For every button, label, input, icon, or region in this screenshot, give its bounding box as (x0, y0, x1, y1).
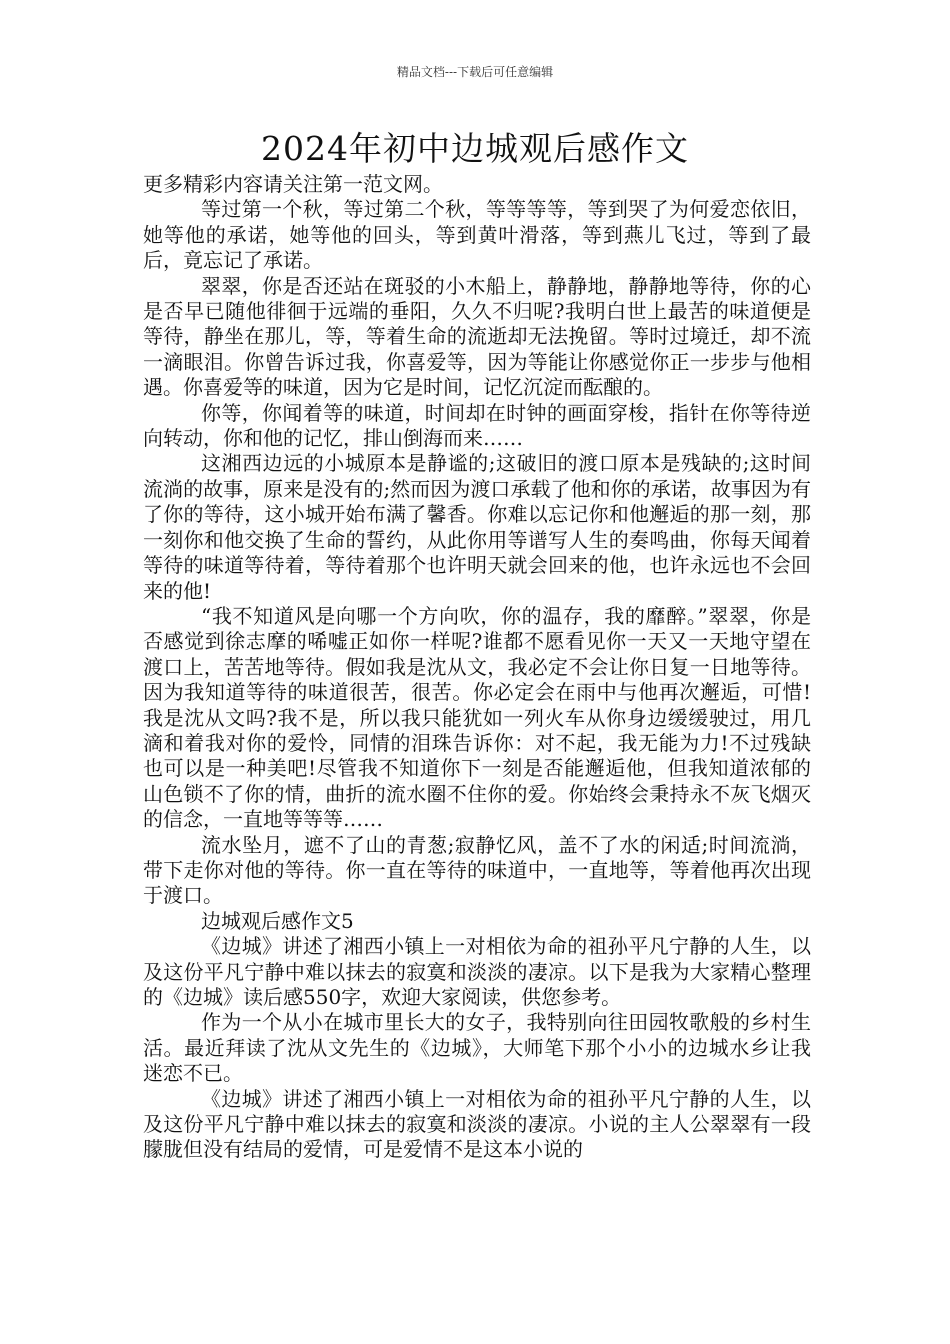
paragraph-10: 《边城》讲述了湘西小镇上一对相依为命的祖孙平凡宁静的人生，以及这份平凡宁静中难以抹去的寂寞和淡淡的凄凉。小说的主人公翠翠有一段朦胧但没有结局的爱情，可是爱情不是这本小说的 (143, 1086, 811, 1162)
paragraph-1: 更多精彩内容请关注第一范文网。 (143, 172, 443, 196)
paragraph-2: 等过第一个秋，等过第二个秋，等等等等，等到哭了为何爱恋依旧，她等他的承诺，她等他的回头，等到黄叶滑落，等到燕儿飞过，等到了最后，竟忘记了承诺。 (143, 197, 811, 273)
paragraph-5: 这湘西边远的小城原本是静谧的;这破旧的渡口原本是残缺的;这时间流淌的故事，原来是没有的;然而因为渡口承载了他和你的承诺，故事因为有了你的等待，这小城开始布满了馨香。你难以忘记你和他邂逅的那一刻，那一刻你和他交换了生命的誓约，从此你用等谱写人生的奏鸣曲，你每天闻着等待的味道等待着，等待着那个也许明天就会回来的他，也许永远也不会回来的他! (143, 451, 811, 603)
paragraph-9: 作为一个从小在城市里长大的女子，我特别向往田园牧歌般的乡村生活。最近拜读了沈从文先生的《边城》，大师笔下那个小小的边城水乡让我迷恋不已。 (143, 1010, 811, 1086)
page-header: 精品文档---下载后可任意编辑 (396, 65, 554, 79)
document-body (143, 172, 811, 1163)
paragraph-4: 你等，你闻着等的味道，时间却在时钟的画面穿梭，指针在你等待逆向转动，你和他的记忆，排山倒海而来…… (143, 400, 811, 451)
section-heading: 边城观后感作文5 (201, 908, 354, 933)
document-title: 2024年初中边城观后感作文 (261, 129, 689, 168)
paragraph-8: 《边城》讲述了湘西小镇上一对相依为命的祖孙平凡宁静的人生，以及这份平凡宁静中难以抹去的寂寞和淡淡的凄凉。以下是我为大家精心整理的《边城》读后感550字，欢迎大家阅读，供您参考。 (143, 934, 811, 1009)
paragraph-6: “我不知道风是向哪一个方向吹，你的温存，我的靡醉。”翠翠，你是否感觉到徐志摩的唏嘘正如你一样呢?谁都不愿看见你一天又一天地守望在渡口上，苦苦地等待。假如我是沈从文，我必定不会让你日复一日地等待。因为我知道等待的味道很苦，很苦。你必定会在雨中与他再次邂逅，可惜!我是沈从文吗?我不是，所以我只能犹如一列火车从你身边缓缓驶过，用几滴和着我对你的爱怜，同情的泪珠告诉你：对不起，我无能为力!不过残缺也可以是一种美吧!尽管我不知道你下一刻是否能邂逅他，但我知道浓郁的山色锁不了你的情，曲折的流水圈不住你的爱。你始终会秉持永不灰飞烟灭的信念，一直地等等等…… (143, 603, 811, 832)
paragraph-3: 翠翠，你是否还站在斑驳的小木船上，静静地，静静地等待，你的心是否早已随他徘徊于远端的垂阳，久久不归呢?我明白世上最苦的味道便是等待，静坐在那儿，等，等着生命的流逝却无法挽留。等时过境迁，却不流一滴眼泪。你曾告诉过我，你喜爱等，因为等能让你感觉你正一步步与他相遇。你喜爱等的味道，因为它是时间，记忆沉淀而酝酿的。 (143, 273, 811, 400)
paragraph-7: 流水坠月，遮不了山的青葱;寂静忆风，盖不了水的闲适;时间流淌，带下走你对他的等待。你一直在等待的味道中，一直地等，等着他再次出现于渡口。 (143, 832, 811, 908)
